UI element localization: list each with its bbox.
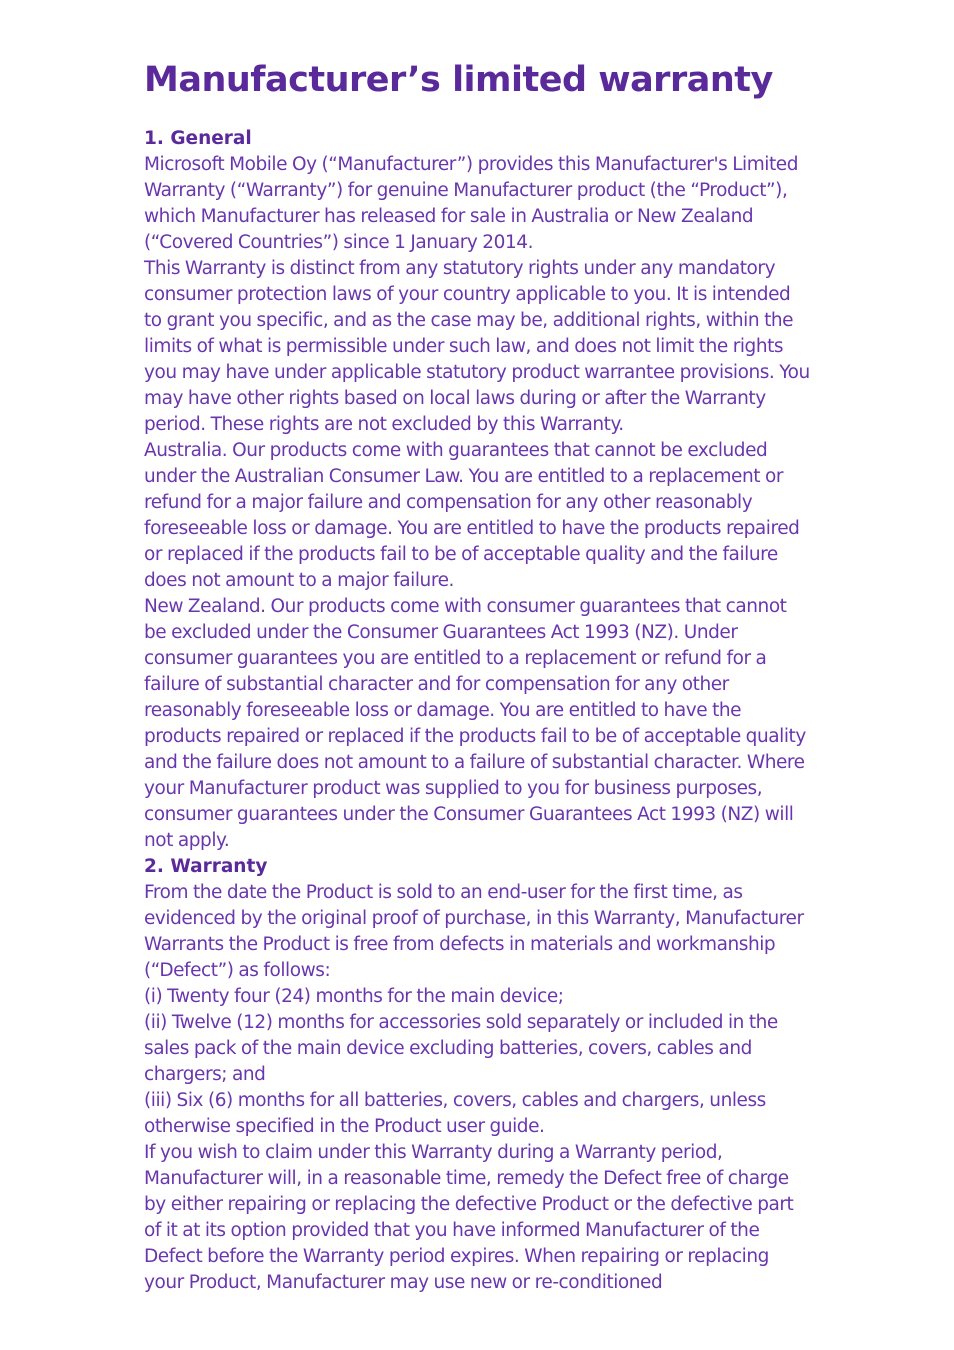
section-warranty [144, 854, 810, 1296]
warranty-content [144, 126, 810, 1296]
section-heading-general: 1. General [144, 128, 252, 149]
section-heading-warranty: 2. Warranty [144, 856, 268, 877]
paragraph-statutory-rights: This Warranty is distinct from any statutory rights under any mandatory consumer protection laws of your country applicable to you. It is intended to grant you specific, and as the case may be, additional rights, within the limits of what is permissible under such law, and does not limit the rights you may have under applicable statutory product warrantee provisions. You may have other rights based on local laws during or after the Warranty period. These rights are not excluded by this Warranty. [144, 258, 810, 435]
paragraph-new-zealand: New Zealand. Our products come with consumer guarantees that cannot be excluded under the Consumer Guarantees Act 1993 (NZ). Under consumer guarantees you are entitled to a replacement or refund for a failure of substantial character and for compensation for any other reasonably foreseeable loss or damage. You are entitled to have the products repaired or replaced if the products fail to be of acceptable quality and the failure does not amount to a failure of substantial character. Where your Manufacturer product was supplied to you for business purposes, consumer guarantees under the Consumer Guarantees Act 1993 (NZ) will not apply. [144, 596, 806, 851]
warranty-term-accessories: (ii) Twelve (12) months for accessories sold separately or included in the sales pack of the main device excluding batteries, covers, cables and chargers; and [144, 1012, 778, 1085]
warranty-page [144, 54, 810, 1296]
warranty-term-main-device: (i) Twenty four (24) months for the main device; [144, 986, 564, 1007]
paragraph-warranty-intro: From the date the Product is sold to an end-user for the first time, as evidenced by the original proof of purchase, in this Warranty, Manufacturer Warrants the Product is free from defects in materials and workmanship (“Defect”) as follows: [144, 882, 804, 981]
paragraph-australia: Australia. Our products come with guarantees that cannot be excluded under the Australian Consumer Law. You are entitled to a replacement or refund for a major failure and compensation for any other reasonably foreseeable loss or damage. You are entitled to have the products repaired or replaced if the products fail to be of acceptable quality and the failure does not amount to a major failure. [144, 440, 800, 591]
section-general [144, 126, 810, 854]
paragraph-general-intro: Microsoft Mobile Oy (“Manufacturer”) provides this Manufacturer's Limited Warranty (“Warranty”) for genuine Manufacturer product (the “Product”), which Manufacturer has released for sale in Australia or New Zealand (“Covered Countries”) since 1 January 2014. [144, 154, 799, 253]
paragraph-claim-remedy: If you wish to claim under this Warranty during a Warranty period, Manufacturer will, in a reasonable time, remedy the Defect free of charge by either repairing or replacing the defective Product or the defective part of it at its option provided that you have informed Manufacturer of the Defect before the Warranty period expires. When repairing or replacing your Product, Manufacturer may use new or re-conditioned [144, 1142, 794, 1293]
warranty-term-batteries: (iii) Six (6) months for all batteries, covers, cables and chargers, unless otherwise specified in the Product user guide. [144, 1090, 766, 1137]
page-title: Manufacturer’s limited warranty [144, 60, 773, 100]
